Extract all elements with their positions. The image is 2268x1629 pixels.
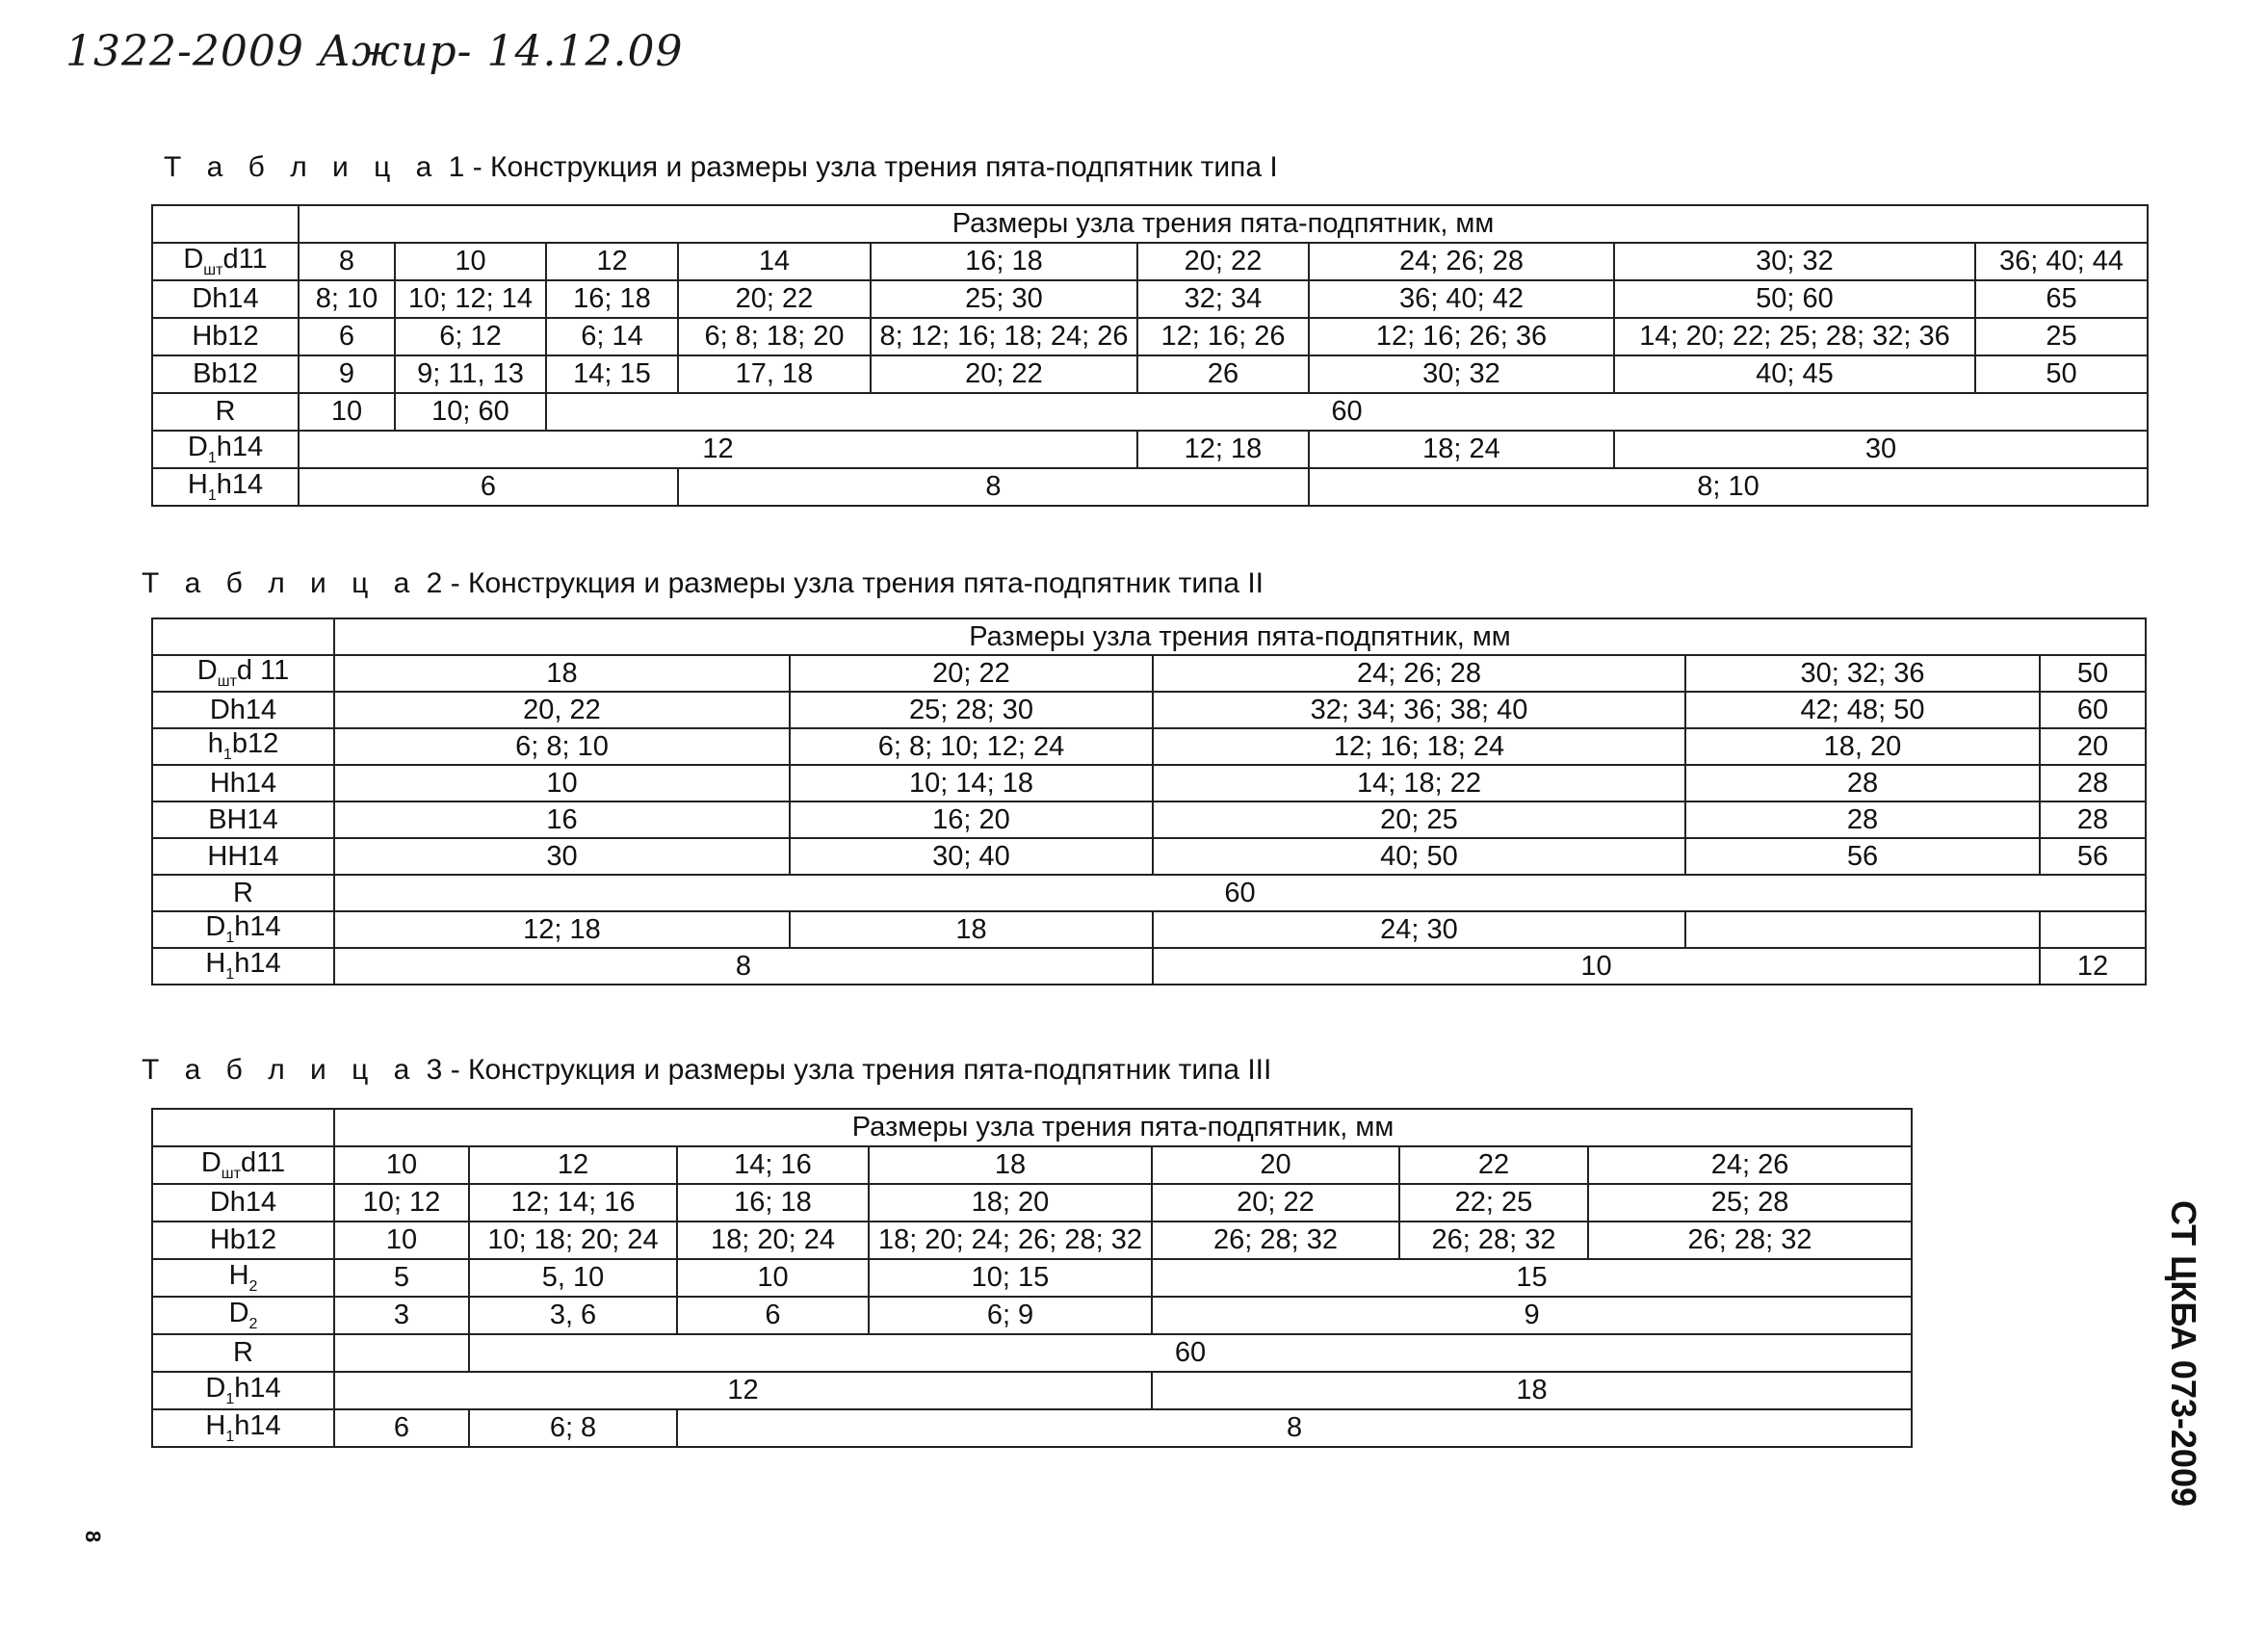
table-cell: 10; 60: [395, 393, 546, 431]
table-cell: 10; 18; 20; 24: [469, 1222, 677, 1259]
table-cell: 60: [334, 875, 2146, 911]
table-cell: 30: [1614, 431, 2148, 468]
table-cell: 50: [2040, 655, 2146, 692]
table-cell: 65: [1975, 280, 2148, 318]
table-cell: 60: [546, 393, 2148, 431]
table-cell: 14; 18; 22: [1153, 765, 1685, 801]
table-cell: 50: [1975, 355, 2148, 393]
table-row: [152, 801, 2146, 838]
row-label: Hb12: [152, 318, 299, 355]
table-cell: 40; 50: [1153, 838, 1685, 875]
table-cell: 9: [1152, 1297, 1912, 1334]
table-cell: 10: [1153, 948, 2040, 985]
table-cell: 20: [1152, 1146, 1399, 1184]
corner-cell: [152, 205, 299, 243]
table-cell: 18: [1152, 1372, 1912, 1409]
table-row: [152, 1372, 1912, 1409]
table-cell: 15: [1152, 1259, 1912, 1297]
row-label: Hh14: [152, 765, 334, 801]
table-cell: 24; 30: [1153, 911, 1685, 948]
table-row: [152, 280, 2148, 318]
table-cell: 28: [2040, 765, 2146, 801]
table-1: [151, 204, 2149, 507]
table-cell: 6; 12: [395, 318, 546, 355]
table-cell: 16: [334, 801, 790, 838]
row-label: $D_{шт}d11$: [152, 1146, 334, 1184]
table-cell: 12; 16; 26; 36: [1309, 318, 1614, 355]
table-cell: 6; 9: [869, 1297, 1152, 1334]
table3-label: Т а б л и ц а: [142, 1054, 419, 1086]
table-cell: 18; 24: [1309, 431, 1614, 468]
table-cell: 6; 8: [469, 1409, 677, 1447]
corner-cell: [152, 618, 334, 655]
table-row: [152, 243, 2148, 280]
row-label: $D_1h14$: [152, 911, 334, 948]
table-cell: 24; 26; 28: [1153, 655, 1685, 692]
table-row: [152, 911, 2146, 948]
table-cell: 12: [2040, 948, 2146, 985]
table-cell: 20; 22: [1152, 1184, 1399, 1222]
table-cell: 5: [334, 1259, 469, 1297]
table-row: [152, 728, 2146, 765]
table-cell: 6; 8; 10; 12; 24: [790, 728, 1153, 765]
row-label: Dh14: [152, 280, 299, 318]
table-cell: 9; 11, 13: [395, 355, 546, 393]
row-label: Bb12: [152, 355, 299, 393]
table-row: [152, 318, 2148, 355]
table2-caption-text: 2 - Конструкция и размеры узла трения пята-подпятник типа II: [418, 567, 1264, 599]
table-cell: 12: [469, 1146, 677, 1184]
table-cell: 10; 12: [334, 1184, 469, 1222]
table-cell: 18; 20; 24; 26; 28; 32: [869, 1222, 1152, 1259]
table-cell: [334, 1334, 469, 1372]
table-cell: 10: [395, 243, 546, 280]
corner-cell: [152, 1109, 334, 1146]
table-cell: 18; 20; 24: [677, 1222, 869, 1259]
table-cell: 12; 16; 18; 24: [1153, 728, 1685, 765]
row-label: R: [152, 1334, 334, 1372]
row-label: $D_2$: [152, 1297, 334, 1334]
table-cell: 30; 32: [1614, 243, 1975, 280]
table-cell: 12; 18: [1137, 431, 1309, 468]
table-row: [152, 1109, 1912, 1146]
table-cell: 28: [1685, 765, 2040, 801]
table-cell: 20, 22: [334, 692, 790, 728]
row-label: $H_1h14$: [152, 1409, 334, 1447]
table-cell: 25: [1975, 318, 2148, 355]
table-cell: 17, 18: [678, 355, 871, 393]
row-label: R: [152, 875, 334, 911]
table3-caption: [142, 1054, 1271, 1087]
table-cell: 3: [334, 1297, 469, 1334]
table-cell: 26: [1137, 355, 1309, 393]
row-label: $h_1b12$: [152, 728, 334, 765]
row-label: $H_1h14$: [152, 468, 299, 506]
table-cell: 10: [334, 765, 790, 801]
table-cell: 6: [299, 468, 678, 506]
table-cell: 28: [2040, 801, 2146, 838]
table-cell: 6; 8; 18; 20: [678, 318, 871, 355]
table-cell: 8: [678, 468, 1309, 506]
table-cell: 10: [334, 1146, 469, 1184]
table-row: [152, 393, 2148, 431]
table-cell: 9: [299, 355, 395, 393]
table-cell: 20; 22: [678, 280, 871, 318]
table-cell: 20; 22: [871, 355, 1137, 393]
page-number: 8: [81, 1530, 106, 1543]
table-cell: 8; 10: [1309, 468, 2148, 506]
table-cell: 10; 14; 18: [790, 765, 1153, 801]
row-label: HH14: [152, 838, 334, 875]
table-header: Размеры узла трения пята-подпятник, мм: [299, 205, 2148, 243]
table1-caption: [164, 151, 1278, 184]
table-cell: 8: [677, 1409, 1912, 1447]
table-cell: 30; 32; 36: [1685, 655, 2040, 692]
table-cell: 32; 34; 36; 38; 40: [1153, 692, 1685, 728]
table-cell: 18, 20: [1685, 728, 2040, 765]
table-row: [152, 618, 2146, 655]
table-cell: 8: [334, 948, 1153, 985]
table-cell: 8; 10: [299, 280, 395, 318]
table-cell: 56: [2040, 838, 2146, 875]
table-cell: 12: [546, 243, 678, 280]
table-row: [152, 1184, 1912, 1222]
table-cell: 6: [334, 1409, 469, 1447]
table-row: [152, 765, 2146, 801]
table1-label: Т а б л и ц а: [164, 151, 441, 183]
table-row: [152, 1222, 1912, 1259]
table-cell: 3, 6: [469, 1297, 677, 1334]
table-cell: 25; 28: [1588, 1184, 1912, 1222]
table-cell: 16; 18: [546, 280, 678, 318]
table-row: [152, 875, 2146, 911]
row-label: Hb12: [152, 1222, 334, 1259]
table-row: [152, 1259, 1912, 1297]
table-cell: 25; 30: [871, 280, 1137, 318]
table-header: Размеры узла трения пята-подпятник, мм: [334, 1109, 1912, 1146]
table-cell: 14; 20; 22; 25; 28; 32; 36: [1614, 318, 1975, 355]
table-3: [151, 1108, 1913, 1448]
table-cell: 22; 25: [1399, 1184, 1588, 1222]
table-cell: 12: [299, 431, 1137, 468]
table-cell: 18: [334, 655, 790, 692]
row-label: $D_{шт}d$ 11: [152, 655, 334, 692]
row-label: BH14: [152, 801, 334, 838]
table-cell: 20; 22: [790, 655, 1153, 692]
row-label: $H_2$: [152, 1259, 334, 1297]
table-cell: 8; 12; 16; 18; 24; 26: [871, 318, 1137, 355]
table-cell: 30; 40: [790, 838, 1153, 875]
table-cell: 14; 16: [677, 1146, 869, 1184]
row-label: $D_{шт}d11$: [152, 243, 299, 280]
table-cell: 30: [334, 838, 790, 875]
table-cell: 6: [677, 1297, 869, 1334]
table-cell: 12; 16; 26: [1137, 318, 1309, 355]
table-row: [152, 1334, 1912, 1372]
table-cell: 60: [2040, 692, 2146, 728]
table1-caption-text: 1 - Конструкция и размеры узла трения пята-подпятник типа I: [440, 151, 1278, 183]
row-label: Dh14: [152, 692, 334, 728]
table3-caption-text: 3 - Конструкция и размеры узла трения пята-подпятник типа III: [418, 1054, 1272, 1086]
table-cell: 16; 18: [677, 1184, 869, 1222]
table-cell: 12; 18: [334, 911, 790, 948]
table-cell: 18; 20: [869, 1184, 1152, 1222]
table-header: Размеры узла трения пята-подпятник, мм: [334, 618, 2146, 655]
table-cell: [2040, 911, 2146, 948]
handwritten-note: 1322-2009 Ажир- 14.12.09: [65, 27, 684, 76]
table-row: [152, 1409, 1912, 1447]
table-2: [151, 617, 2147, 985]
row-label: $D_1h14$: [152, 431, 299, 468]
table-cell: 36; 40; 44: [1975, 243, 2148, 280]
table-cell: 20; 22: [1137, 243, 1309, 280]
table-cell: 28: [1685, 801, 2040, 838]
table-cell: 56: [1685, 838, 2040, 875]
row-label: $D_1h14$: [152, 1372, 334, 1409]
table-cell: 12; 14; 16: [469, 1184, 677, 1222]
table-cell: [1685, 911, 2040, 948]
table-row: [152, 692, 2146, 728]
table-cell: 10: [299, 393, 395, 431]
row-label: R: [152, 393, 299, 431]
table-cell: 12: [334, 1372, 1152, 1409]
table-cell: 18: [869, 1146, 1152, 1184]
table-cell: 20: [2040, 728, 2146, 765]
table-cell: 20; 25: [1153, 801, 1685, 838]
table-cell: 10: [334, 1222, 469, 1259]
table-cell: 10: [677, 1259, 869, 1297]
table-cell: 16; 20: [790, 801, 1153, 838]
table2-label: Т а б л и ц а: [142, 567, 419, 599]
table-cell: 22: [1399, 1146, 1588, 1184]
table-row: [152, 205, 2148, 243]
table-cell: 10; 12; 14: [395, 280, 546, 318]
table-cell: 40; 45: [1614, 355, 1975, 393]
table-cell: 24; 26; 28: [1309, 243, 1614, 280]
table-cell: 30; 32: [1309, 355, 1614, 393]
table-cell: 10; 15: [869, 1259, 1152, 1297]
table-row: [152, 431, 2148, 468]
table-cell: 16; 18: [871, 243, 1137, 280]
table-cell: 26; 28; 32: [1399, 1222, 1588, 1259]
row-label: $H_1h14$: [152, 948, 334, 985]
table-cell: 14: [678, 243, 871, 280]
table-cell: 8: [299, 243, 395, 280]
table-row: [152, 468, 2148, 506]
table-row: [152, 355, 2148, 393]
table-cell: 32; 34: [1137, 280, 1309, 318]
table-cell: 18: [790, 911, 1153, 948]
table-cell: 50; 60: [1614, 280, 1975, 318]
table2-caption: [142, 567, 1264, 600]
table-cell: 42; 48; 50: [1685, 692, 2040, 728]
table-row: [152, 948, 2146, 985]
table-cell: 36; 40; 42: [1309, 280, 1614, 318]
table-row: [152, 1297, 1912, 1334]
table-cell: 60: [469, 1334, 1912, 1372]
row-label: Dh14: [152, 1184, 334, 1222]
table-cell: 6; 14: [546, 318, 678, 355]
table-cell: 5, 10: [469, 1259, 677, 1297]
table-row: [152, 655, 2146, 692]
table-cell: 25; 28; 30: [790, 692, 1153, 728]
table-row: [152, 1146, 1912, 1184]
table-cell: 14; 15: [546, 355, 678, 393]
table-row: [152, 838, 2146, 875]
table-cell: 26; 28; 32: [1588, 1222, 1912, 1259]
table-cell: 6; 8; 10: [334, 728, 790, 765]
table-cell: 26; 28; 32: [1152, 1222, 1399, 1259]
table-cell: 24; 26: [1588, 1146, 1912, 1184]
table-cell: 6: [299, 318, 395, 355]
document-code: СТ ЦКБА 073-2009: [2164, 1199, 2203, 1508]
